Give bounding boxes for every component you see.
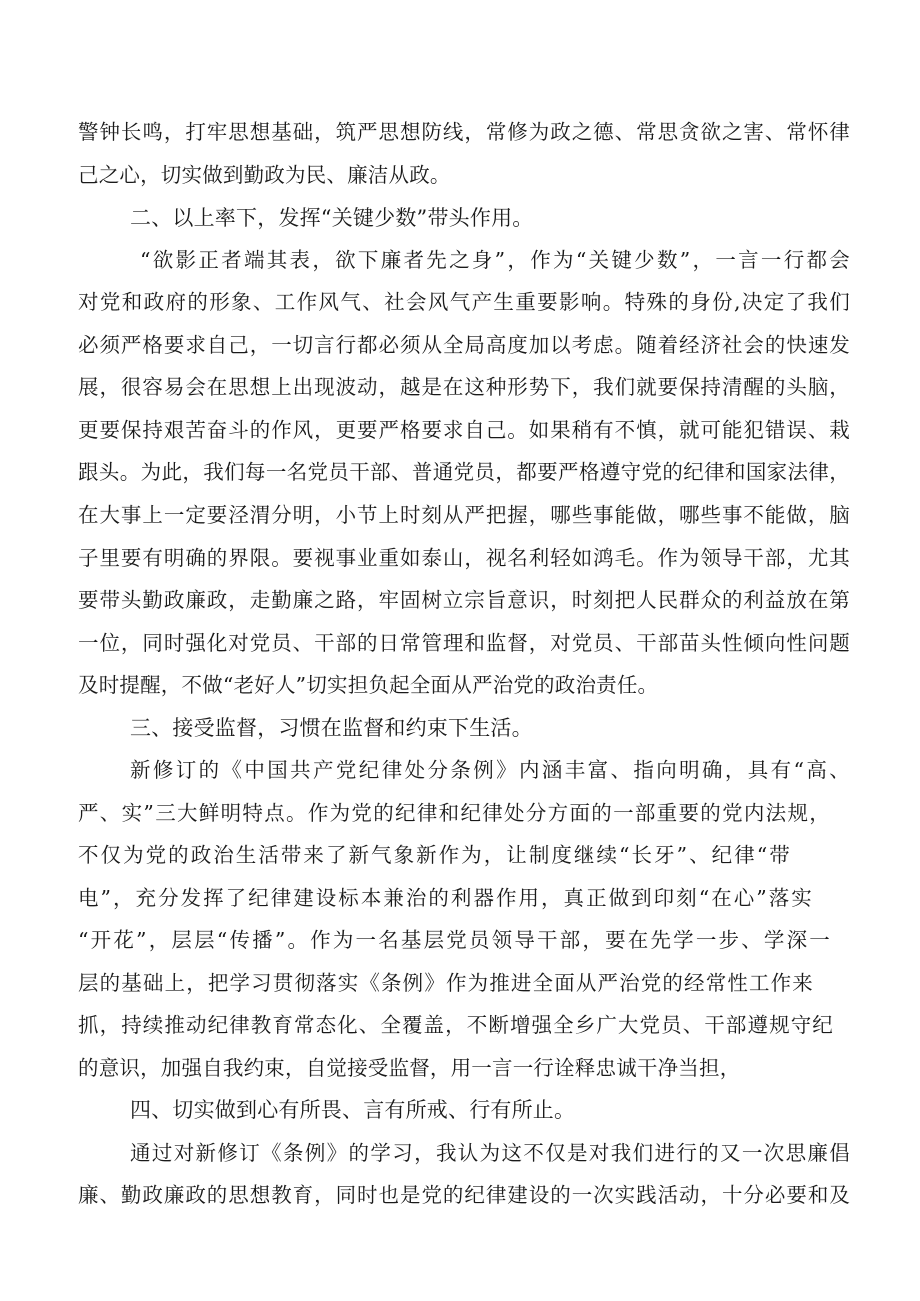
text-line: 抓，持续推动纪律教育常态化、全覆盖，不断增强全乡广大党员、干部遵规守纪 (78, 1013, 833, 1037)
text-line: 严、实”三大鲜明特点。作为党的纪律和纪律处分方面的一部重要的党内法规， (78, 801, 830, 825)
text-line: “开花”，层层“传播”。作为一名基层党员领导干部，要在先学一步、学深一 (78, 928, 830, 952)
text-line: 警钟长鸣，打牢思想基础，筑严思想防线，常修为政之德、常思贪欲之害、常怀律 (78, 120, 850, 144)
text-line: 展，很容易会在思想上出现波动，越是在这种形势下，我们就要保持清醒的头脑， (78, 375, 850, 399)
text-line: 更要保持艰苦奋斗的作风，更要严格要求自己。如果稍有不慎，就可能犯错误、栽 (78, 418, 850, 442)
text-line: 一位，同时强化对党员、干部的日常管理和监督，对党员、干部苗头性倾向性问题 (78, 631, 850, 655)
text-line: 新修订的《中国共产党纪律处分条例》内涵丰富、指向明确，具有“高、 (130, 758, 850, 782)
text-line: 要带头勤政廉政，走勤廉之路，牢固树立宗旨意识，时刻把人民群众的利益放在第 (78, 588, 850, 612)
text-line: 对党和政府的形象、工作风气、社会风气产生重要影响。特殊的身份,决定了我们 (78, 290, 850, 314)
text-line: 的意识，加强自我约束，自觉接受监督，用一言一行诠释忠诚干净当担， (78, 1056, 741, 1080)
text-line: 廉、勤政廉政的思想教育，同时也是党的纪律建设的一次实践活动，十分必要和及 (78, 1183, 850, 1207)
text-line: 子里要有明确的界限。要视事业重如泰山，视名利轻如鸿毛。作为领导干部，尤其 (78, 546, 850, 570)
text-line: 及时提醒，不做“老好人”切实担负起全面从严治党的政治责任。 (78, 673, 659, 697)
text-line: 跟头。为此，我们每一名党员干部、普通党员，都要严格遵守党的纪律和国家法律， (78, 460, 850, 484)
text-line: 电”，充分发挥了纪律建设标本兼治的利器作用，真正做到印刻“在心”落实 (78, 886, 812, 910)
text-line: 己之心，切实做到勤政为民、廉洁从政。 (78, 163, 451, 187)
text-line: 不仅为党的政治生活带来了新气象新作为，让制度继续“长牙”、纪律“带 (78, 843, 790, 867)
text-line: 必须严格要求自己，一切言行都必须从全局高度加以考虑。随着经济社会的快速发 (78, 333, 850, 357)
section-heading: 二、以上率下，发挥“关键少数”带头作用。 (130, 206, 534, 230)
text-line: 通过对新修订《条例》的学习，我认为这不仅是对我们进行的又一次思廉倡 (130, 1141, 850, 1165)
section-heading: 三、接受监督，习惯在监督和约束下生活。 (130, 716, 533, 740)
text-line: 层的基础上，把学习贯彻落实《条例》作为推进全面从严治党的经常性工作来 (78, 971, 813, 995)
section-heading: 四、切实做到心有所畏、言有所戒、行有所止。 (130, 1098, 576, 1122)
text-line: 在大事上一定要泾渭分明，小节上时刻从严把握，哪些事能做，哪些事不能做，脑 (78, 503, 850, 527)
text-line: “欲影正者端其表，欲下廉者先之身”，作为“关键少数”，一言一行都会 (140, 248, 850, 272)
